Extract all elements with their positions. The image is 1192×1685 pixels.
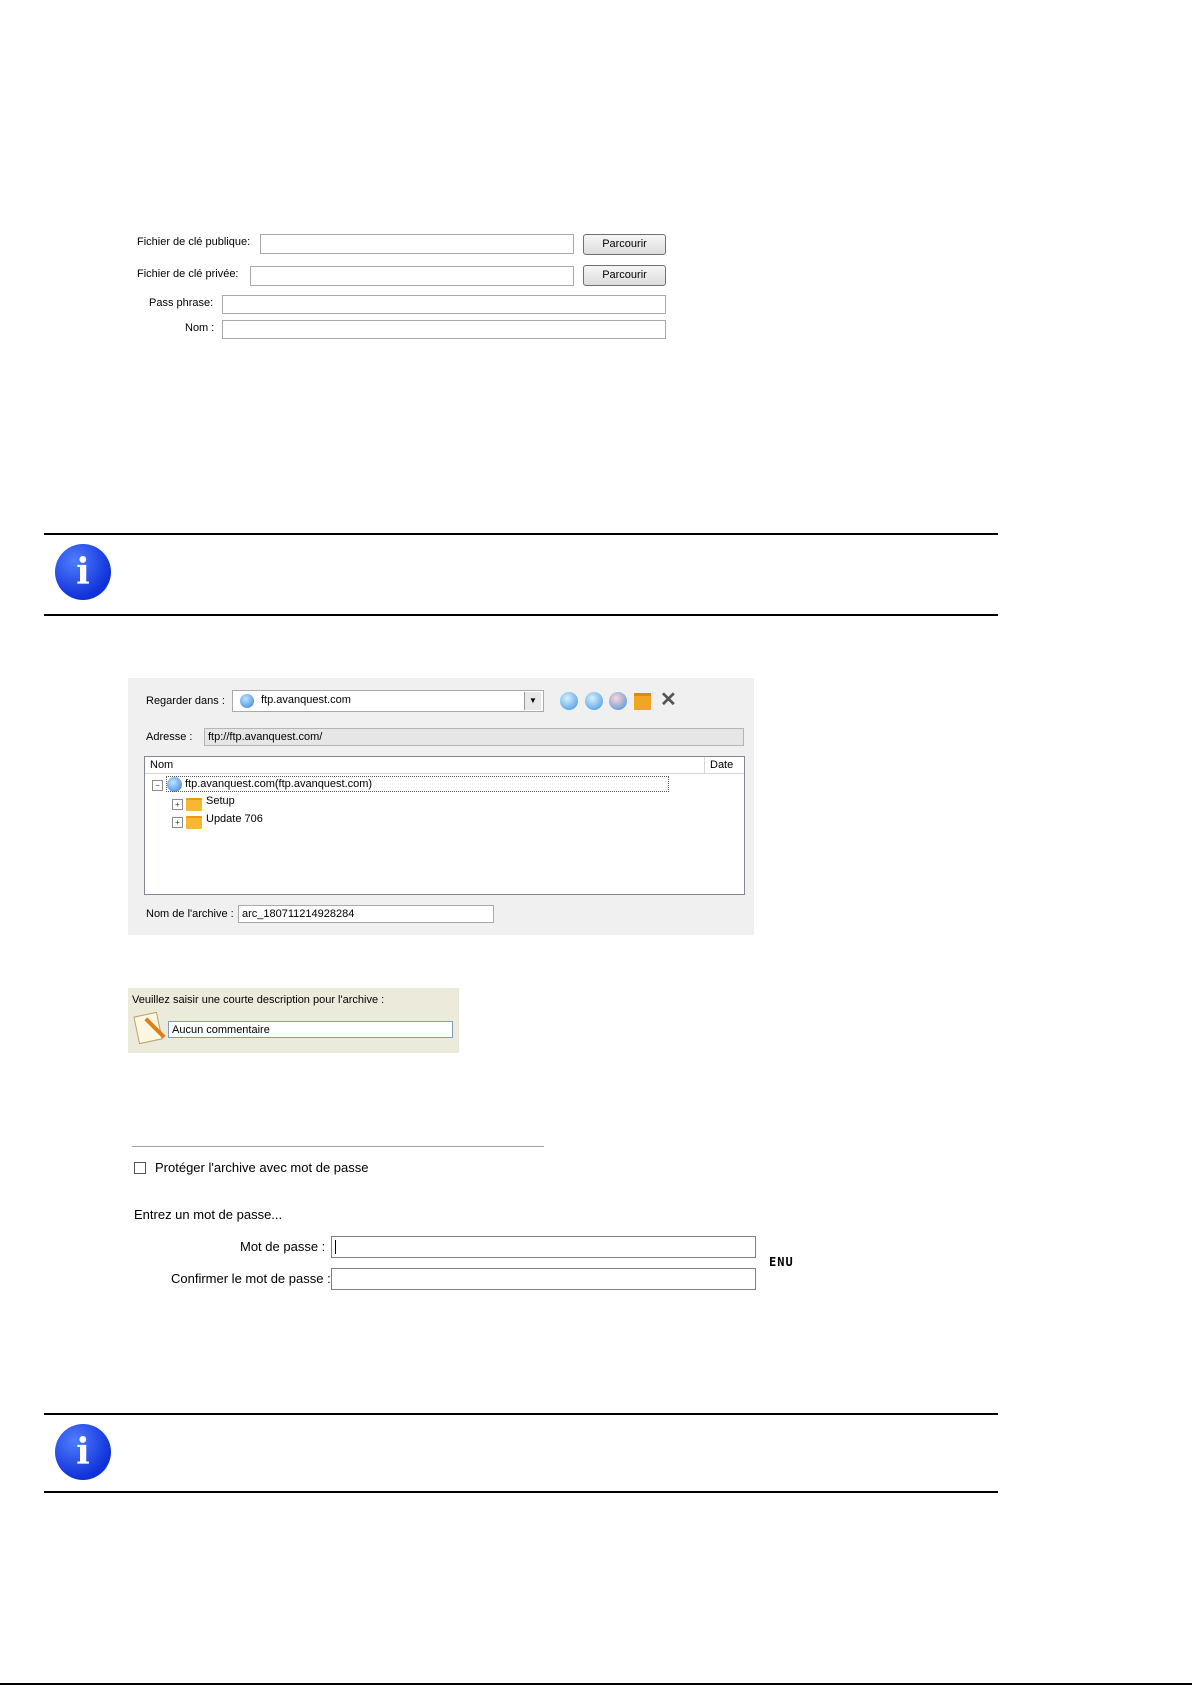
public-key-input[interactable]: [260, 234, 574, 254]
name-label: Nom :: [185, 322, 215, 334]
note-bottom-rule: [44, 614, 998, 616]
description-input[interactable]: Aucun commentaire: [168, 1021, 453, 1038]
pass-phrase-input[interactable]: [222, 295, 666, 314]
browse-private-key-button[interactable]: Parcourir: [583, 265, 666, 286]
look-in-value: ftp.avanquest.com: [261, 694, 351, 706]
info-icon: i: [55, 1424, 111, 1480]
tree-root-label: ftp.avanquest.com(ftp.avanquest.com): [185, 778, 373, 790]
globe-icon: [240, 694, 254, 708]
address-label: Adresse :: [146, 731, 193, 743]
protect-label: Protéger l'archive avec mot de passe: [155, 1160, 369, 1175]
collapse-icon[interactable]: −: [152, 780, 163, 791]
info-icon: i: [55, 544, 111, 600]
confirm-password-input[interactable]: [331, 1268, 756, 1290]
private-key-label: Fichier de clé privée:: [137, 268, 239, 280]
note-bottom-rule: [44, 1491, 998, 1493]
delete-icon[interactable]: ✕: [660, 689, 677, 711]
text-cursor: [335, 1240, 336, 1254]
folder-icon: [186, 816, 202, 829]
archive-name-label: Nom de l'archive :: [146, 908, 234, 920]
public-key-label: Fichier de clé publique:: [137, 236, 251, 248]
expand-icon[interactable]: +: [172, 817, 183, 828]
connect-icon[interactable]: [609, 692, 627, 710]
confirm-password-label: Confirmer le mot de passe :: [171, 1271, 331, 1286]
look-in-label: Regarder dans :: [146, 695, 225, 707]
tree-item-setup[interactable]: Setup: [206, 795, 235, 807]
expand-icon[interactable]: +: [172, 799, 183, 810]
column-header-name[interactable]: Nom: [145, 757, 705, 774]
archive-name-input[interactable]: arc_180711214928284: [238, 905, 494, 923]
column-header-date[interactable]: Date: [705, 757, 744, 774]
address-field: ftp://ftp.avanquest.com/: [204, 728, 744, 746]
name-input[interactable]: [222, 320, 666, 339]
description-prompt: Veuillez saisir une courte description pour l'archive :: [132, 994, 385, 1006]
description-panel: [128, 988, 459, 1053]
enter-password-label: Entrez un mot de passe...: [134, 1207, 283, 1222]
folder-icon: [186, 798, 202, 811]
file-list: [144, 756, 745, 895]
tree-item-update[interactable]: Update 706: [206, 813, 263, 825]
new-folder-icon[interactable]: [634, 693, 651, 710]
protect-checkbox[interactable]: [134, 1162, 146, 1174]
separator: [132, 1146, 544, 1147]
back-icon[interactable]: [560, 692, 578, 710]
language-indicator: ENU: [769, 1255, 794, 1269]
ftp-dialog: [128, 678, 754, 935]
up-folder-icon[interactable]: [585, 692, 603, 710]
browse-public-key-button[interactable]: Parcourir: [583, 234, 666, 255]
note-top-rule: [44, 1413, 998, 1415]
chevron-down-icon[interactable]: ▼: [524, 692, 541, 710]
password-input[interactable]: [331, 1236, 756, 1258]
private-key-input[interactable]: [250, 266, 574, 286]
tree-item-root[interactable]: [166, 776, 669, 792]
look-in-select[interactable]: [232, 690, 544, 712]
note-top-rule: [44, 533, 998, 535]
password-label: Mot de passe :: [240, 1239, 326, 1254]
pass-phrase-label: Pass phrase:: [149, 297, 214, 309]
